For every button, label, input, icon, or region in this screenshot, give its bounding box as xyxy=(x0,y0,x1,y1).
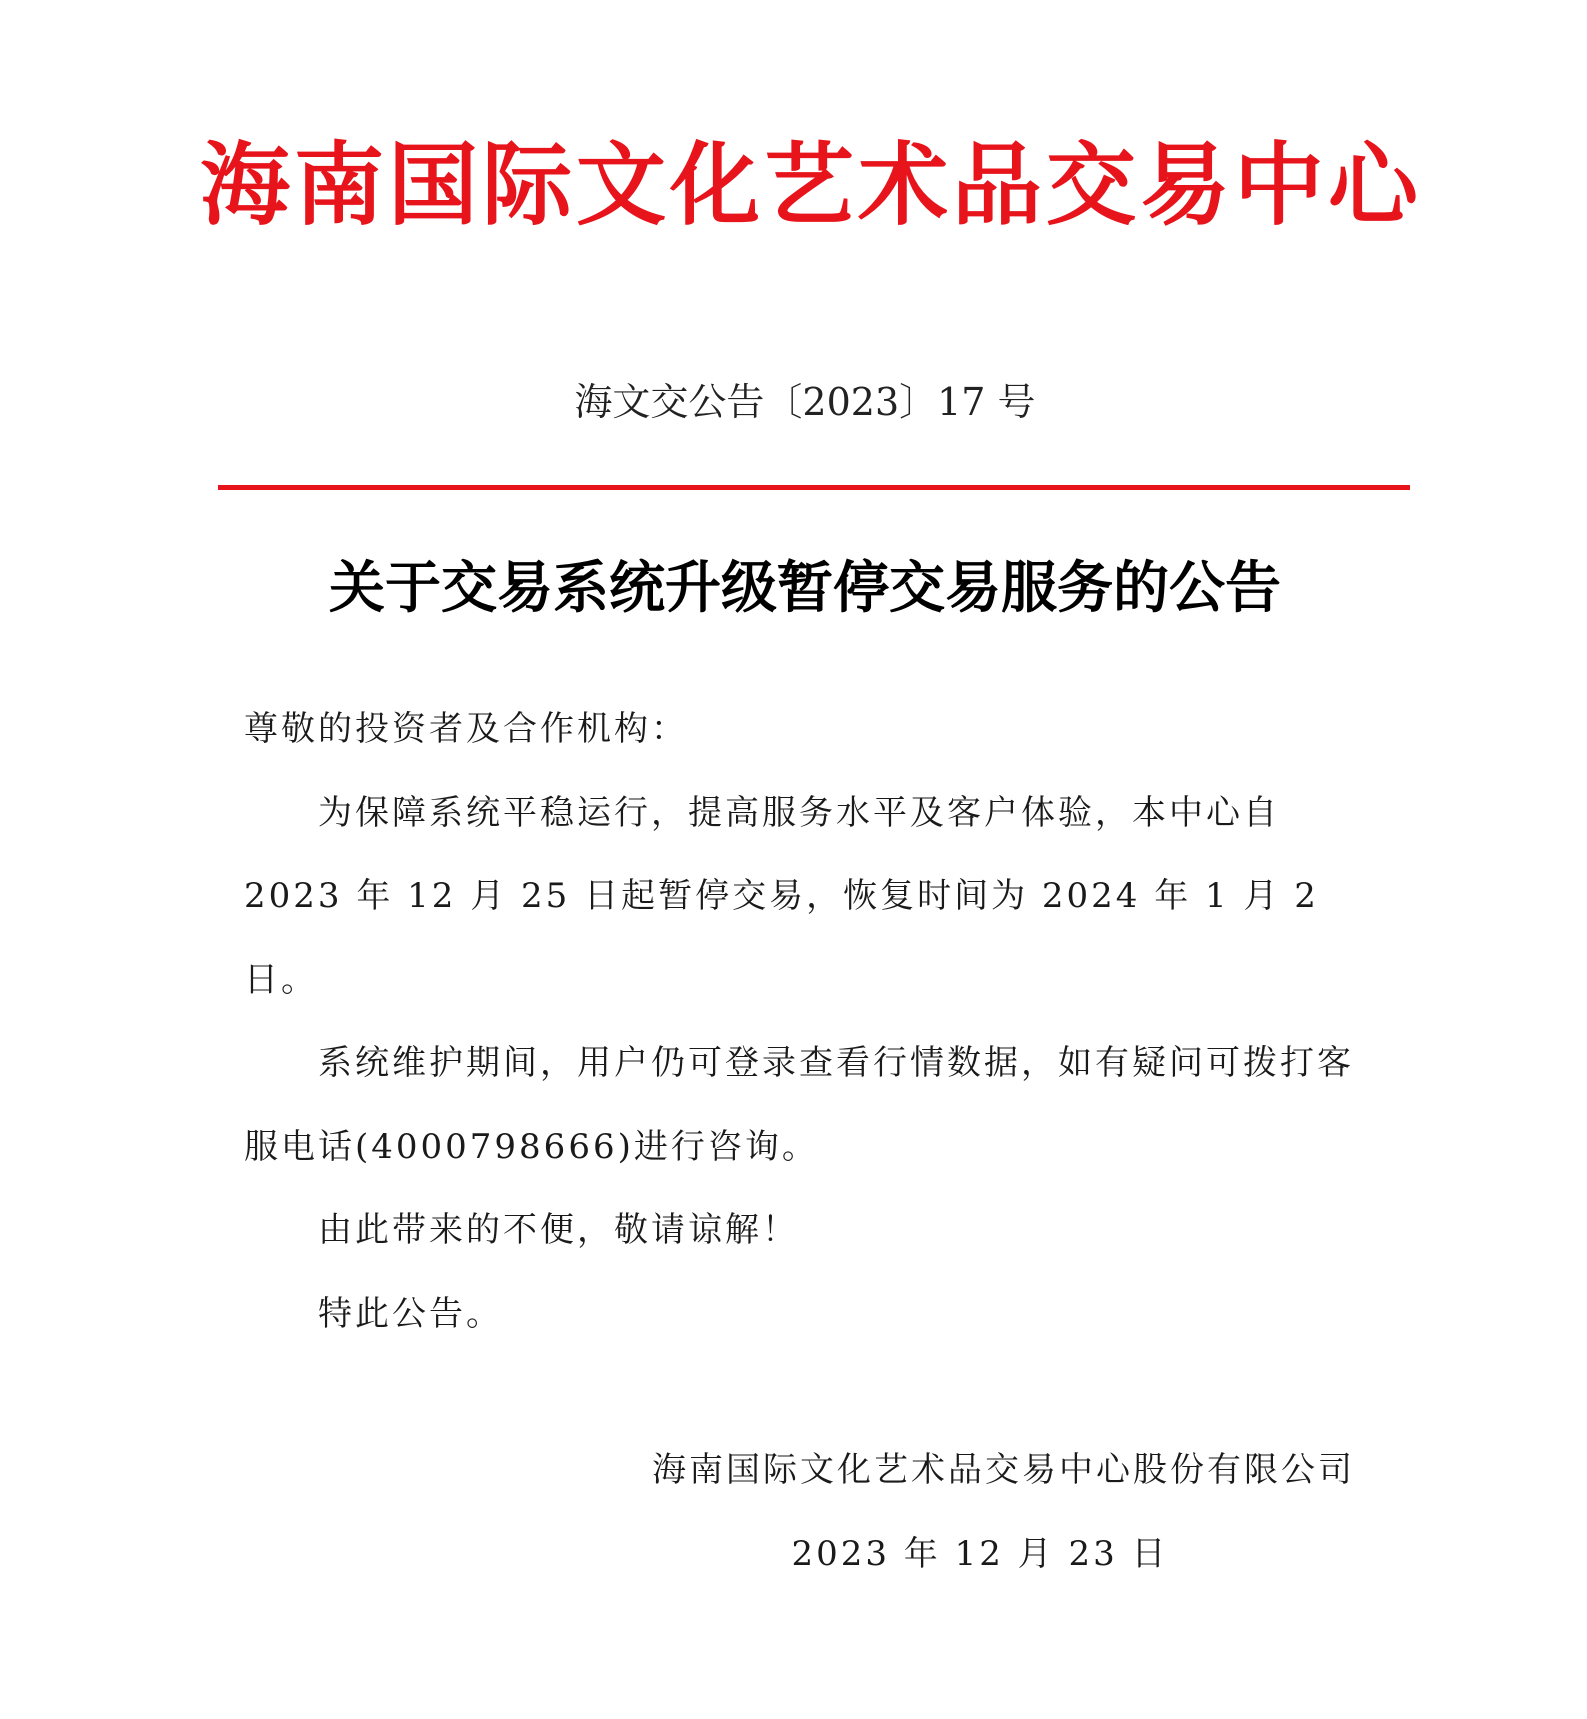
notice-title: 关于交易系统升级暂停交易服务的公告 xyxy=(329,555,1281,621)
document-number: 海文交公告〔2023〕17 号 xyxy=(574,380,1036,424)
red-divider xyxy=(218,485,1410,490)
paragraph-suspension: 为保障系统平稳运行，提高服务水平及客户体验，本中心自 2023 年 12 月 25 日起暂停交易，恢复时间为 2024 年 1 月 2 日。 xyxy=(244,792,1319,1000)
signature-organization: 海南国际文化艺术品交易中心股份有限公司 xyxy=(652,1450,1355,1490)
signature-date: 2023 年 12 月 23 日 xyxy=(791,1534,1169,1574)
paragraph-maintenance: 系统维护期间，用户仍可登录查看行情数据，如有疑问可拨打客服电话(4000798666)进行咨询。 xyxy=(244,1043,1354,1167)
notice-body xyxy=(244,688,1354,1356)
paragraph-apology: 由此带来的不便，敬请谅解！ xyxy=(318,1210,799,1250)
organization-header: 海南国际文化艺术品交易中心 xyxy=(200,132,1422,238)
paragraph-closing: 特此公告。 xyxy=(318,1293,503,1334)
salutation: 尊敬的投资者及合作机构： xyxy=(244,709,688,749)
